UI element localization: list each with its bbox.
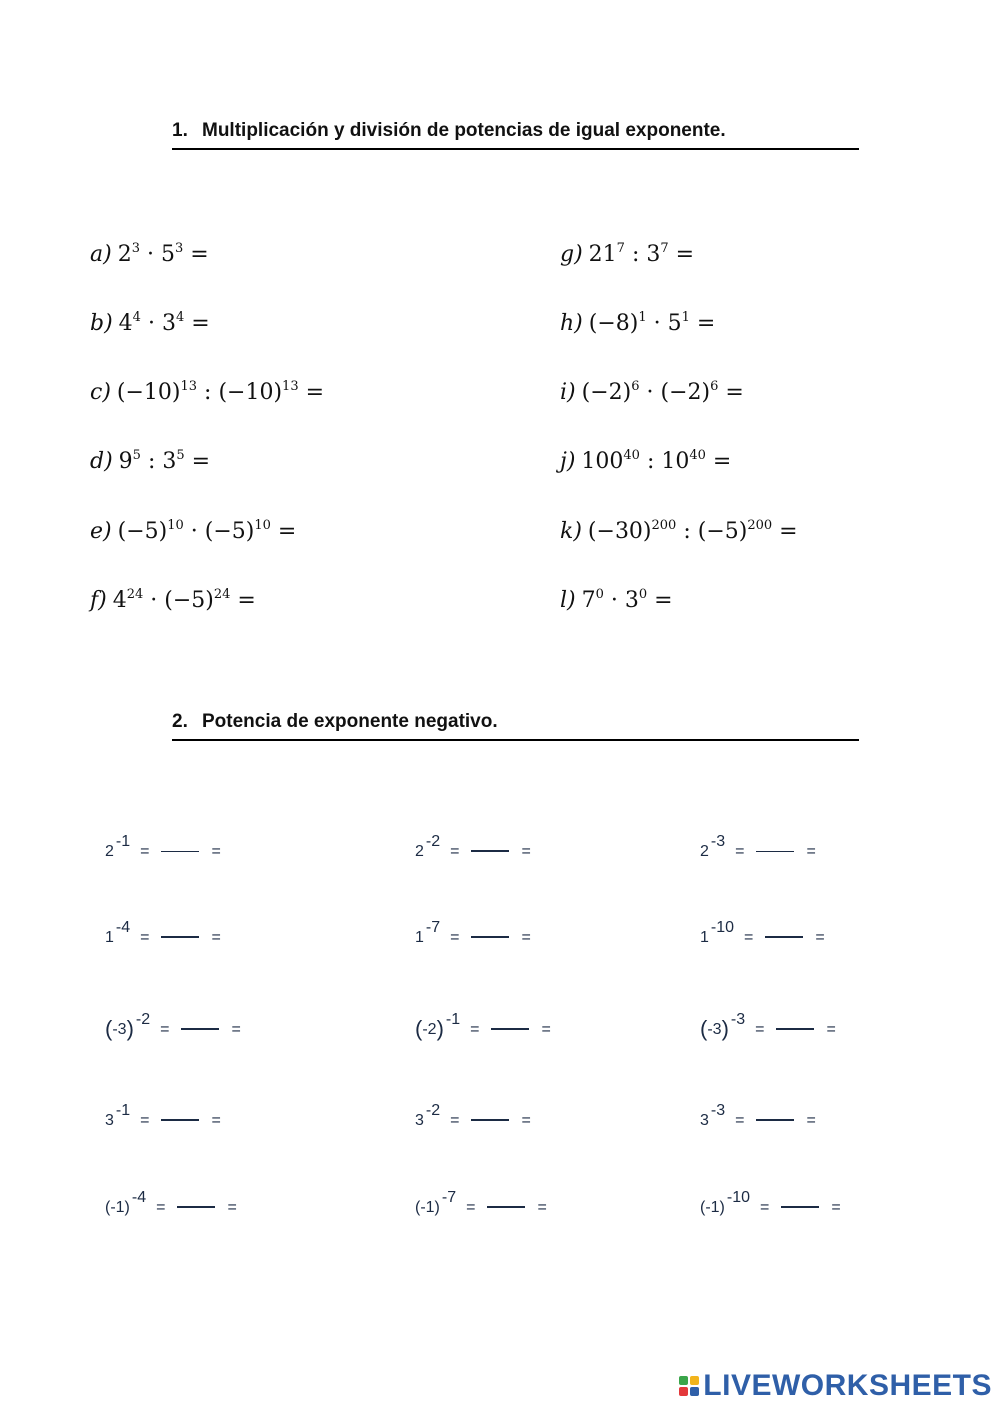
paren-right: ) [721, 1016, 729, 1041]
exercise-exponent: 6 [631, 379, 640, 394]
exercise-label: k) [560, 519, 582, 544]
negative-exponent-item [105, 833, 221, 861]
exercise-term: · [183, 519, 205, 544]
exercise-exponent: 10 [254, 518, 271, 533]
answer-blank-line[interactable] [177, 1206, 215, 1208]
power-base [415, 1016, 444, 1042]
exercise-term: · [603, 588, 625, 613]
power-exponent: -10 [726, 1189, 751, 1206]
exercise-term: (−2) [581, 380, 632, 405]
exercise-exponent: 3 [131, 241, 140, 256]
power-base: (-1) [700, 1199, 725, 1216]
equals-sign: = [806, 1112, 816, 1129]
negative-exponent-item [105, 1189, 237, 1217]
logo-square-1 [679, 1376, 688, 1385]
base-value: -2 [422, 1021, 437, 1038]
liveworksheets-logo [679, 1371, 992, 1401]
exercise-term: 5 [667, 311, 682, 336]
exercise-term: 5 [160, 242, 175, 267]
exercise-term: · [140, 311, 162, 336]
answer-blank-line[interactable] [161, 936, 199, 938]
exercise-exponent: 4 [132, 310, 141, 325]
exercise-exponent: 3 [174, 241, 184, 256]
exercise-term: = [298, 380, 325, 405]
equals-sign: = [541, 1021, 551, 1038]
exercise-item [90, 588, 256, 613]
power-base [105, 1016, 134, 1042]
equals-sign: = [231, 1021, 241, 1038]
power-exponent: -1 [115, 1102, 131, 1119]
exercise-term: = [270, 519, 297, 544]
negative-exponent-item [415, 1102, 531, 1130]
paren-right: ) [126, 1016, 134, 1041]
exercise-term: (−10) [116, 380, 181, 405]
equals-sign: = [537, 1199, 547, 1216]
exercise-exponent: 1 [681, 310, 690, 325]
power-base: 2 [415, 843, 424, 860]
exercise-label: c) [90, 380, 111, 405]
exercise-term: = [668, 242, 695, 267]
equals-sign: = [140, 843, 150, 860]
equals-sign: = [744, 929, 754, 946]
exercise-exponent: 5 [176, 448, 185, 463]
power-base: 3 [700, 1112, 709, 1129]
equals-sign: = [806, 843, 816, 860]
exercise-term: 21 [588, 242, 617, 267]
exercise-item [90, 242, 209, 267]
equals-sign: = [466, 1199, 476, 1216]
logo-mark-icon [679, 1376, 699, 1396]
exercise-term: 7 [581, 588, 596, 613]
exercise-exponent: 7 [660, 241, 669, 256]
exercise-item [560, 519, 798, 544]
power-base: (-1) [105, 1199, 130, 1216]
exercise-exponent: 24 [126, 587, 144, 602]
base-value: -3 [707, 1021, 722, 1038]
section1-title: Multiplicación y división de potencias de igual exponente. [202, 120, 726, 141]
exercise-item [90, 380, 324, 405]
exercise-exponent: 200 [651, 518, 677, 533]
exercise-term: (−5) [204, 519, 255, 544]
exercise-term: 4 [112, 588, 127, 613]
section1-heading [172, 120, 859, 150]
exercise-item [560, 449, 731, 474]
exercise-exponent: 7 [616, 241, 625, 256]
negative-exponent-item [700, 919, 825, 947]
exercise-term: 3 [624, 588, 639, 613]
exercise-term: (−30) [587, 519, 652, 544]
exercise-term: (−5) [117, 519, 168, 544]
equals-sign: = [450, 929, 460, 946]
paren-left: ( [415, 1016, 423, 1041]
equals-sign: = [521, 929, 531, 946]
power-exponent: -7 [425, 919, 441, 936]
negative-exponent-item [700, 1011, 836, 1042]
equals-sign: = [521, 1112, 531, 1129]
answer-blank-line[interactable] [776, 1028, 814, 1030]
base-value: -3 [112, 1021, 127, 1038]
exercise-term: · [139, 242, 161, 267]
exercise-term: 3 [162, 449, 177, 474]
exercise-term: (−5) [697, 519, 748, 544]
answer-blank-line[interactable] [765, 936, 803, 938]
exercise-term: = [705, 449, 732, 474]
exercise-term: = [772, 519, 798, 544]
equals-sign: = [156, 1199, 166, 1216]
equals-sign: = [211, 843, 221, 860]
exercise-term: 3 [646, 242, 661, 267]
exercise-item [560, 311, 715, 336]
answer-blank-line[interactable] [487, 1206, 525, 1208]
exercise-term: = [718, 380, 744, 405]
negative-exponent-item [415, 833, 531, 861]
exercise-item [90, 311, 210, 336]
negative-exponent-item [415, 1011, 551, 1042]
answer-blank-line[interactable] [181, 1028, 219, 1030]
exercise-term: 10 [661, 449, 690, 474]
power-base: 1 [415, 929, 424, 946]
exercise-term: = [230, 588, 256, 613]
exercise-term: (−5) [164, 588, 214, 613]
exercise-item [560, 588, 673, 613]
exercise-term: = [184, 311, 210, 336]
power-exponent: -2 [425, 833, 441, 850]
exercise-label: j) [560, 449, 576, 474]
equals-sign: = [450, 843, 460, 860]
negative-exponent-item [415, 919, 531, 947]
equals-sign: = [815, 929, 825, 946]
logo-square-4 [690, 1387, 699, 1396]
exercise-exponent: 13 [282, 379, 299, 394]
power-base [700, 1016, 729, 1042]
exercise-term: = [647, 588, 673, 613]
equals-sign: = [831, 1199, 841, 1216]
equals-sign: = [735, 1112, 745, 1129]
negative-exponent-item [700, 1189, 841, 1217]
section2-number: 2. [172, 711, 188, 732]
answer-blank-line[interactable] [471, 1119, 509, 1121]
equals-sign: = [755, 1021, 765, 1038]
power-exponent: -2 [425, 1102, 441, 1119]
power-exponent: -1 [115, 833, 131, 850]
answer-blank-line[interactable] [756, 851, 794, 852]
exercise-exponent: 0 [595, 587, 604, 602]
exercise-item [90, 449, 210, 474]
exercise-term: (−8) [588, 311, 639, 336]
equals-sign: = [521, 843, 531, 860]
exercise-term: · [646, 311, 668, 336]
exercise-exponent: 24 [213, 587, 231, 602]
exercise-label: l) [560, 588, 576, 613]
exercise-term: = [184, 449, 211, 474]
answer-blank-line[interactable] [756, 1119, 794, 1121]
exercise-label: d) [90, 449, 113, 474]
exercise-term: = [689, 311, 716, 336]
equals-sign: = [160, 1021, 170, 1038]
equals-sign: = [140, 1112, 150, 1129]
power-base: 2 [105, 843, 114, 860]
exercise-term: = [183, 242, 209, 267]
exercise-term: 9 [118, 449, 133, 474]
negative-exponent-item [415, 1189, 547, 1217]
exercise-term: : [639, 449, 662, 474]
power-exponent: -3 [710, 1102, 726, 1119]
equals-sign: = [140, 929, 150, 946]
exercise-item [90, 519, 296, 544]
section2-title: Potencia de exponente negativo. [202, 711, 498, 732]
power-exponent: -2 [135, 1011, 151, 1028]
power-base: 1 [105, 929, 114, 946]
paren-left: ( [105, 1016, 113, 1041]
answer-blank-line[interactable] [491, 1028, 529, 1030]
power-exponent: -10 [710, 919, 735, 936]
exercise-exponent: 40 [689, 448, 706, 463]
equals-sign: = [211, 1112, 221, 1129]
exercise-exponent: 40 [623, 448, 640, 463]
exercise-term: 100 [581, 449, 624, 474]
exercise-exponent: 10 [167, 518, 184, 533]
exercise-label: h) [560, 311, 583, 336]
logo-text: LIVEWORKSHEETS [703, 1369, 992, 1402]
exercise-item [560, 380, 744, 405]
exercise-exponent: 1 [638, 310, 647, 325]
power-base: 1 [700, 929, 709, 946]
power-base: 2 [700, 843, 709, 860]
exercise-term: · [143, 588, 165, 613]
negative-exponent-item [105, 919, 221, 947]
exercise-label: i) [560, 380, 576, 405]
negative-exponent-item [105, 1102, 221, 1130]
paren-right: ) [436, 1016, 444, 1041]
exercise-term: (−2) [660, 380, 711, 405]
equals-sign: = [450, 1112, 460, 1129]
logo-square-2 [690, 1376, 699, 1385]
logo-square-3 [679, 1387, 688, 1396]
power-base: 3 [415, 1112, 424, 1129]
power-exponent: -3 [710, 833, 726, 850]
exercise-label: g) [560, 242, 583, 267]
equals-sign: = [227, 1199, 237, 1216]
exercise-exponent: 13 [180, 379, 198, 394]
power-exponent: -1 [445, 1011, 461, 1028]
exercise-term: 2 [117, 242, 132, 267]
answer-blank-line[interactable] [161, 851, 199, 852]
paren-left: ( [700, 1016, 708, 1041]
answer-blank-line[interactable] [161, 1119, 199, 1121]
exercise-exponent: 0 [638, 587, 648, 602]
exercise-term: 4 [118, 311, 133, 336]
exercise-item [560, 242, 694, 267]
section2-heading [172, 711, 859, 741]
negative-exponent-item [105, 1011, 241, 1042]
exercise-term: (−10) [218, 380, 283, 405]
exercise-label: b) [90, 311, 113, 336]
equals-sign: = [826, 1021, 836, 1038]
exercise-term: : [197, 380, 219, 405]
power-exponent: -4 [131, 1189, 147, 1206]
exercise-exponent: 6 [710, 379, 719, 394]
exercise-exponent: 200 [747, 518, 773, 533]
equals-sign: = [470, 1021, 480, 1038]
equals-sign: = [211, 929, 221, 946]
exercise-term: : [624, 242, 647, 267]
answer-blank-line[interactable] [471, 936, 509, 938]
equals-sign: = [735, 843, 745, 860]
exercise-exponent: 4 [175, 310, 185, 325]
power-base: (-1) [415, 1199, 440, 1216]
power-exponent: -4 [115, 919, 131, 936]
section1-number: 1. [172, 120, 188, 141]
exercise-exponent: 5 [132, 448, 141, 463]
power-exponent: -7 [441, 1189, 457, 1206]
negative-exponent-item [700, 1102, 816, 1130]
exercise-term: · [639, 380, 661, 405]
exercise-term: : [140, 449, 163, 474]
exercise-label: f) [90, 588, 107, 613]
power-base: 3 [105, 1112, 114, 1129]
exercise-label: e) [90, 519, 112, 544]
exercise-term: : [676, 519, 698, 544]
exercise-label: a) [90, 242, 112, 267]
negative-exponent-item [700, 833, 816, 861]
power-exponent: -3 [730, 1011, 746, 1028]
equals-sign: = [760, 1199, 770, 1216]
answer-blank-line[interactable] [781, 1206, 819, 1208]
exercise-term: 3 [161, 311, 176, 336]
answer-blank-line[interactable] [471, 850, 509, 852]
